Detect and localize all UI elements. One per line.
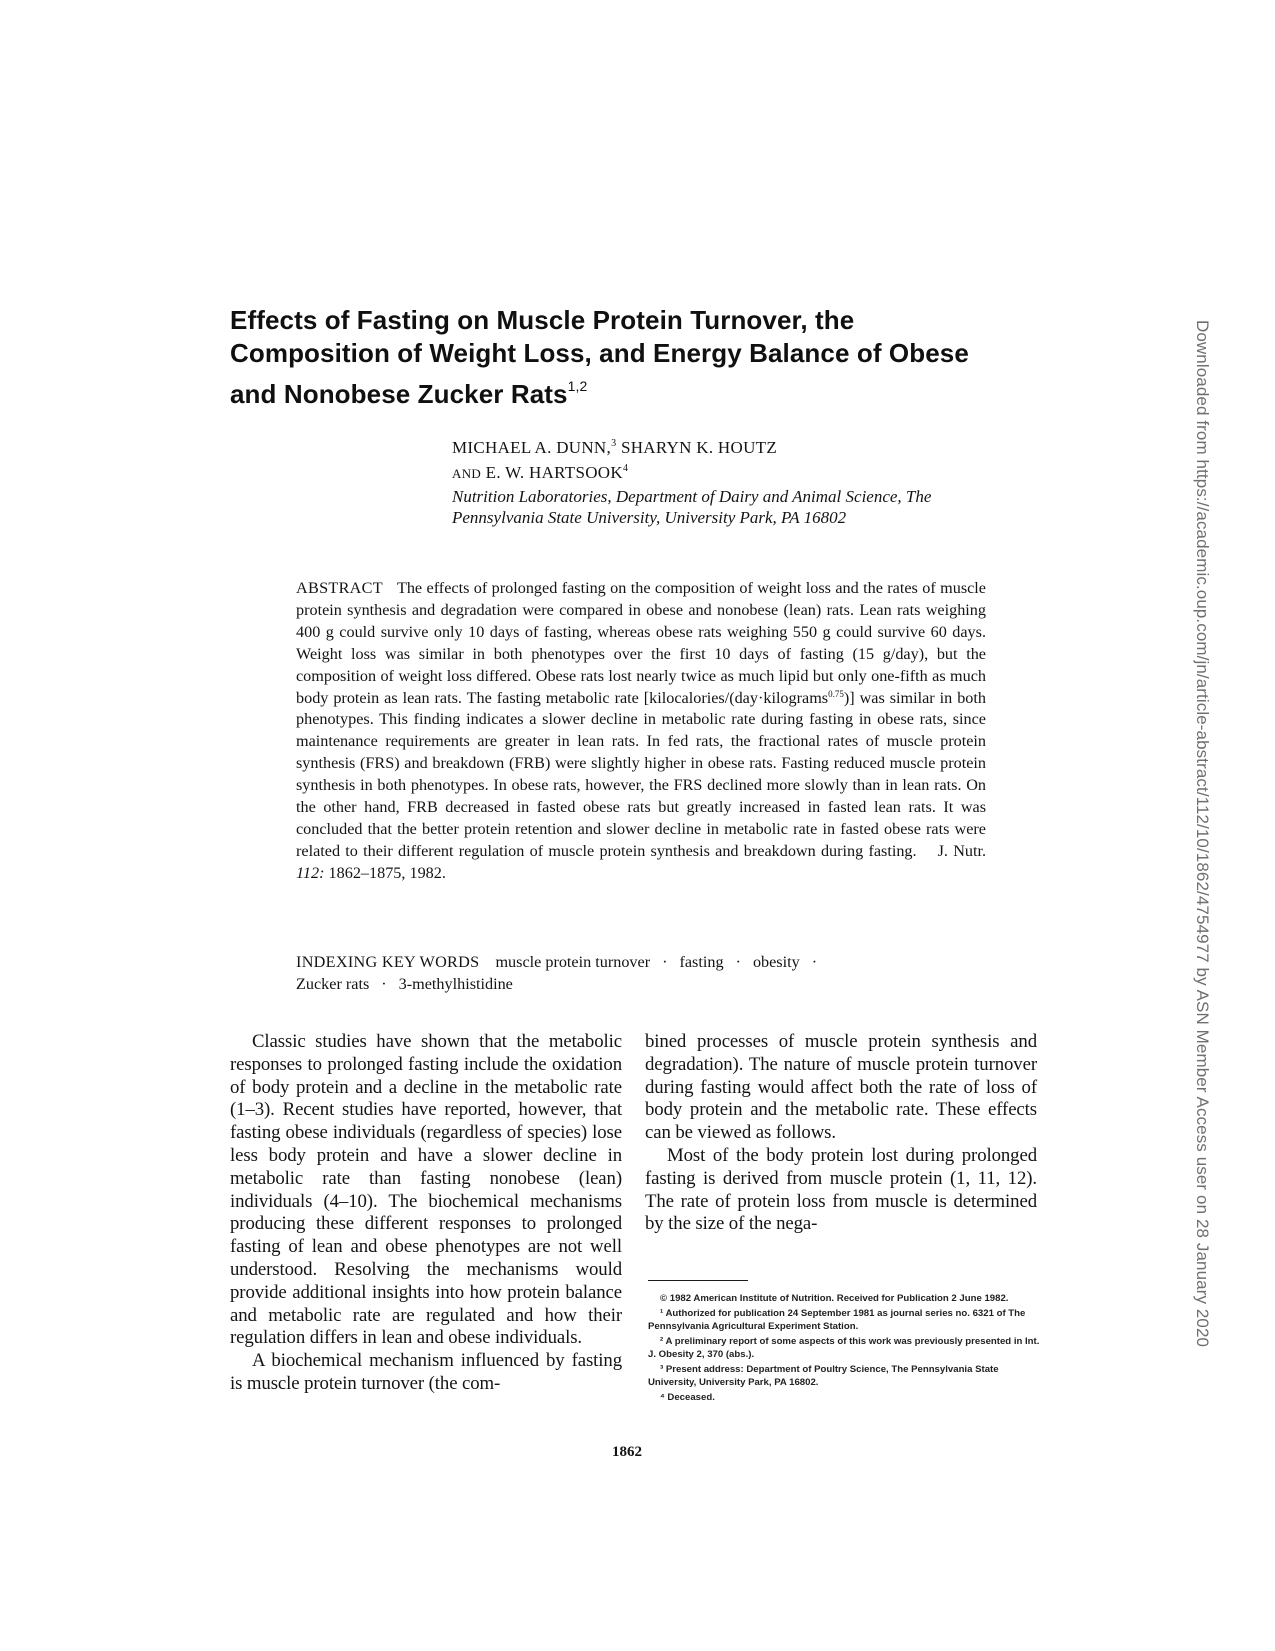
body-column-left	[230, 1031, 622, 1396]
keyword: Zucker rats	[296, 974, 370, 993]
footnote: ⁴ Deceased.	[660, 1392, 715, 1403]
citation-volume: 112:	[296, 863, 325, 882]
page-number: 1862	[612, 1444, 642, 1460]
keyword-separator: ·	[735, 953, 741, 971]
keyword-separator: ·	[662, 953, 668, 971]
body-paragraph: Most of the body protein lost during prolonged fasting is derived from muscle protein (1, 11, 12). The rate of protein loss from muscle is determined by the size of the nega-	[645, 1144, 1037, 1235]
author-name: E. W. HARTSOOK	[485, 463, 623, 482]
abstract-text: )] was similar in both phenotypes. This finding indicates a slower decline in metabolic rate during fasting in obese rats, since maintenance requirements are greater in lean rats. In fed rats, the fractional rates of muscle protein synthesis (FRS) and breakdown (FRB) were slightly higher in obese rats. Fasting reduced muscle protein synthesis in both phenotypes. In obese rats, however, the FRS declined more slowly than in lean rats. On the other hand, FRB decreased in fasted obese rats but greatly increased in fasted lean rats. It was concluded that the better protein retention and slower decline in metabolic rate in fasted obese rats were related to their different regulation of muscle protein synthesis and breakdown during fasting.	[296, 688, 986, 860]
affiliation: Nutrition Laboratories, Department of Dairy and Animal Science, The Pennsylvania State University, University Park, PA 16802	[452, 487, 932, 527]
title-footnote-ref: 1,2	[567, 378, 588, 394]
abstract-label: ABSTRACT	[296, 579, 383, 597]
body-paragraph: Classic studies have shown that the metabolic responses to prolonged fasting include the oxidation of body protein and a decline in the metabolic rate (1–3). Recent studies have reported, however, that fasting obese individuals (regardless of species) lose less body protein and have a slower decline in metabolic rate than fasting nonobese (lean) individuals (4–10). The biochemical mechanisms producing these different responses to prolonged fasting of lean and obese phenotypes are not well understood. Resolving the mechanisms would provide additional insights into how protein balance and metabolic rate are regulated and how their regulation differs in lean and obese individuals.	[230, 1031, 622, 1349]
body-column-right	[645, 1031, 1037, 1236]
keyword: fasting	[679, 953, 724, 971]
abstract-text: The effects of prolonged fasting on the composition of weight loss and the rates of muscle protein synthesis and degradation were compared in obese and nonobese (lean) rats. Lean rats weighing 400 g could survive only 10 days of fasting, whereas obese rats weighing 550 g could survive 60 days. Weight loss was similar in both phenotypes over the first 10 days of fasting (15 g/day), but the composition of weight loss differed. Obese rats lost nearly twice as much lipid but only one-fifth as much body protein as lean rats. The fasting metabolic rate [kilocalories/(day·kilograms	[296, 579, 986, 707]
author-name: MICHAEL A. DUNN,	[452, 438, 612, 457]
author-footnote-ref: 4	[622, 463, 629, 474]
body-paragraph: bined processes of muscle protein synthesis and degradation). The nature of muscle protein turnover during fasting would affect both the rate of loss of body protein and the metabolic rate. These effects can be viewed as follows.	[645, 1031, 1037, 1144]
keyword: obesity	[752, 953, 800, 971]
footnote: ³ Present address: Department of Poultry Science, The Pennsylvania State University, University Park, PA 16802.	[648, 1364, 999, 1388]
author-list	[452, 433, 972, 484]
keywords-label: INDEXING KEY WORDS	[296, 953, 480, 971]
author-footnote-ref: 3	[611, 438, 617, 449]
keyword-separator: ·	[381, 974, 387, 993]
abstract	[296, 578, 986, 885]
download-watermark: Downloaded from https://academic.oup.com/jn/article-abstract/112/10/1862/4754977 by ASN Member Access user on 28 January 2020	[1193, 320, 1212, 1348]
article-title-text: Effects of Fasting on Muscle Protein Turnover, the Composition of Weight Loss, and Energy Balance of Obese and Nonobese Zucker Rats	[230, 305, 969, 409]
footnote: ² A preliminary report of some aspects of this work was previously presented in Int. J. Obesity 2, 370 (abs.).	[648, 1336, 1040, 1360]
citation-journal: J. Nutr.	[937, 841, 987, 860]
article-title	[230, 304, 990, 411]
citation-pages: 1862–1875, 1982.	[328, 863, 446, 882]
author-name: SHARYN K. HOUTZ	[620, 438, 778, 457]
footnote-divider	[648, 1280, 748, 1281]
author-conjunction: AND	[452, 466, 482, 481]
footnote: ¹ Authorized for publication 24 September 1981 as journal series no. 6321 of The Pennsylvania Agricultural Experiment Station.	[648, 1308, 1026, 1332]
abstract-exponent: 0.75	[828, 688, 844, 699]
footnotes	[648, 1292, 1040, 1406]
keyword: 3-methylhistidine	[398, 974, 513, 993]
footnote: © 1982 American Institute of Nutrition. Received for Publication 2 June 1982.	[660, 1293, 1009, 1304]
indexing-keywords	[296, 952, 986, 996]
keyword-separator: ·	[811, 953, 818, 971]
keyword: muscle protein turnover	[495, 953, 651, 971]
body-paragraph: A biochemical mechanism influenced by fasting is muscle protein turnover (the com-	[230, 1350, 622, 1394]
